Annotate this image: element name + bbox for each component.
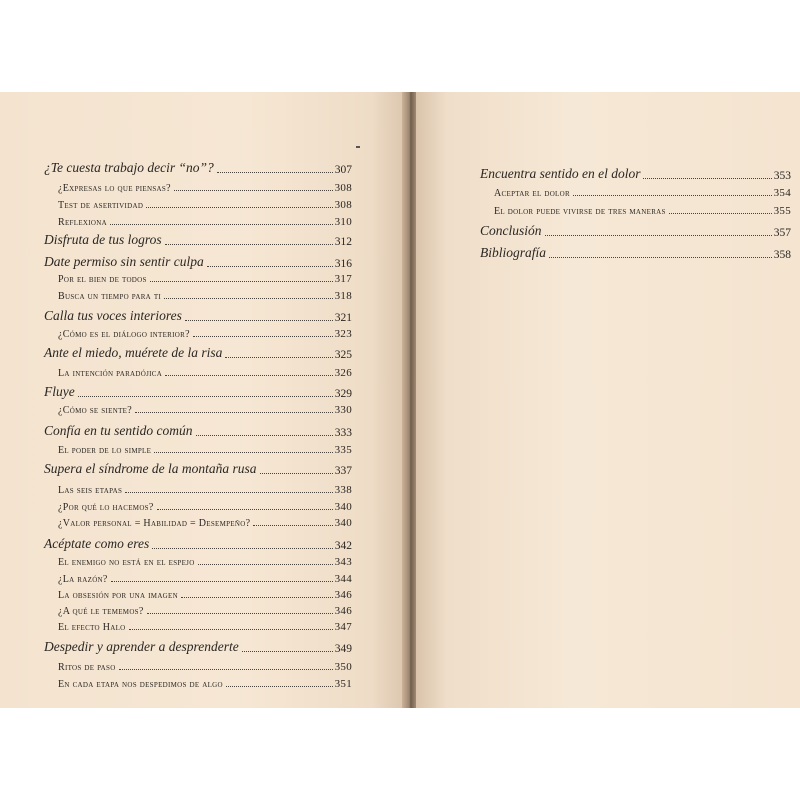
dot-leader (198, 564, 333, 565)
toc-section-entry (58, 401, 352, 416)
dot-leader (174, 190, 333, 191)
toc-chapter-entry (44, 343, 352, 361)
toc-page-number: 317 (334, 273, 352, 285)
toc-entry-title: Despedir y aprender a desprenderte (44, 639, 239, 654)
toc-page-number: 318 (334, 290, 352, 302)
dot-leader (217, 172, 333, 173)
dot-leader (146, 207, 332, 208)
toc-page-number: 337 (334, 465, 352, 477)
toc-entry-title: Reflexiona (58, 217, 107, 228)
dot-leader (129, 629, 333, 630)
toc-section-entry (58, 481, 352, 496)
toc-section-entry (58, 586, 352, 601)
toc-chapter-entry (44, 534, 352, 552)
toc-entry-title: ¿Cómo se siente? (58, 405, 132, 416)
toc-page-number: 342 (334, 540, 352, 552)
dot-leader (573, 195, 772, 196)
toc-entry-title: ¿Te cuesta trabajo decir “no”? (44, 160, 214, 175)
toc-page-number: 312 (334, 236, 352, 248)
toc-entry-title: Test de asertividad (58, 200, 144, 211)
toc-chapter-entry (44, 252, 352, 270)
toc-section-entry (58, 441, 352, 456)
dot-leader (165, 244, 333, 245)
dot-leader (242, 651, 333, 652)
toc-chapter-entry (44, 382, 352, 400)
dot-leader (125, 492, 332, 493)
toc-section-entry (58, 213, 352, 228)
dot-leader (152, 548, 333, 549)
toc-entry-title: El dolor puede vivirse de tres maneras (494, 206, 666, 217)
toc-entry-title: Ritos de paso (58, 662, 116, 673)
toc-entry-title: ¿La razón? (58, 574, 108, 585)
toc-entry-title: Busca un tiempo para ti (58, 291, 162, 302)
toc-entry-title: Conclusión (480, 223, 542, 238)
toc-page-number: 351 (334, 678, 352, 690)
dot-leader (110, 224, 333, 225)
toc-page-number: 326 (334, 367, 352, 379)
toc-chapter-entry (44, 637, 352, 655)
toc-entry-title: El efecto Halo (58, 622, 126, 633)
toc-entry-title: La obsesión por una imagen (58, 590, 178, 601)
toc-entry-title: En cada etapa nos despedimos de algo (58, 679, 223, 690)
toc-page-number: 346 (334, 605, 352, 617)
toc-section-entry (58, 658, 352, 673)
toc-section-entry (58, 553, 352, 568)
dot-leader (185, 320, 333, 321)
dot-leader (157, 509, 333, 510)
toc-section-entry (58, 287, 352, 302)
left-page (0, 92, 404, 708)
toc-entry-title: Fluye (44, 384, 75, 399)
toc-chapter-entry (480, 164, 791, 182)
right-page (416, 92, 800, 708)
toc-entry-title: ¿A qué le tememos? (58, 606, 144, 617)
toc-section-entry (58, 570, 352, 585)
dot-leader (643, 178, 771, 179)
toc-section-entry (58, 196, 352, 211)
dot-leader (226, 686, 333, 687)
toc-entry-title: ¿Cómo es el diálogo interior? (58, 329, 190, 340)
toc-entry-title: Supera el síndrome de la montaña rusa (44, 461, 257, 476)
toc-page-number: 325 (334, 349, 352, 361)
dot-leader (225, 357, 332, 358)
dot-leader (253, 525, 332, 526)
toc-entry-title: Bibliografía (480, 245, 547, 260)
open-book (0, 92, 800, 708)
toc-page-number: 347 (334, 621, 352, 633)
toc-page-number: 330 (334, 404, 352, 416)
dot-leader (181, 597, 333, 598)
dot-leader (549, 257, 772, 258)
toc-entry-title: Las seis etapas (58, 485, 123, 496)
toc-page-number: 353 (773, 170, 791, 182)
toc-chapter-entry (480, 243, 791, 261)
toc-section-entry (58, 514, 352, 529)
toc-chapter-entry (44, 158, 352, 176)
toc-section-entry (58, 618, 352, 633)
toc-page-number: 358 (773, 249, 791, 261)
toc-chapter-entry (44, 421, 352, 439)
toc-section-entry (58, 364, 352, 379)
toc-chapter-entry (480, 221, 791, 239)
toc-entry-title: Encuentra sentido en el dolor (480, 166, 641, 181)
toc-page-number: 323 (334, 328, 352, 340)
toc-section-entry (58, 325, 352, 340)
toc-entry-title: Aceptar el dolor (494, 188, 570, 199)
toc-entry-title: El poder de lo simple (58, 445, 152, 456)
toc-page-number: 335 (334, 444, 352, 456)
dot-leader (196, 435, 333, 436)
toc-page-number: 307 (334, 164, 352, 176)
toc-section-entry (494, 184, 791, 199)
toc-page-number: 340 (334, 501, 352, 513)
dot-leader (164, 298, 333, 299)
toc-page-number: 329 (334, 388, 352, 400)
dot-leader (260, 473, 333, 474)
toc-section-entry (494, 202, 791, 217)
toc-page-number: 346 (334, 589, 352, 601)
toc-page-number: 321 (334, 312, 352, 324)
toc-entry-title: Por el bien de todos (58, 274, 147, 285)
toc-section-entry (58, 602, 352, 617)
toc-page-number: 316 (334, 258, 352, 270)
page-mark (356, 146, 360, 148)
toc-page-number: 344 (334, 573, 352, 585)
dot-leader (165, 375, 333, 376)
toc-entry-title: ¿Valor personal = Habilidad = Desempeño? (58, 518, 251, 529)
toc-page-number: 350 (334, 661, 352, 673)
toc-chapter-entry (44, 230, 352, 248)
toc-page-number: 308 (334, 199, 352, 211)
toc-entry-title: La intención paradójica (58, 368, 163, 379)
toc-entry-title: Ante el miedo, muérete de la risa (44, 345, 223, 360)
toc-page-number: 340 (334, 517, 352, 529)
toc-page-number: 343 (334, 556, 352, 568)
dot-leader (147, 613, 333, 614)
toc-entry-title: Calla tus voces interiores (44, 308, 182, 323)
toc-page-number: 354 (773, 187, 791, 199)
toc-entry-title: ¿Expresas lo que piensas? (58, 183, 171, 194)
toc-page-number: 355 (773, 205, 791, 217)
toc-section-entry (58, 179, 352, 194)
toc-page-number: 338 (334, 484, 352, 496)
dot-leader (193, 336, 333, 337)
dot-leader (150, 281, 333, 282)
dot-leader (207, 266, 333, 267)
toc-page-number: 357 (773, 227, 791, 239)
dot-leader (119, 669, 333, 670)
dot-leader (154, 452, 332, 453)
toc-page-number: 333 (334, 427, 352, 439)
dot-leader (135, 412, 333, 413)
toc-section-entry (58, 270, 352, 285)
toc-entry-title: Date permiso sin sentir culpa (44, 254, 204, 269)
toc-page-number: 349 (334, 643, 352, 655)
toc-section-entry (58, 498, 352, 513)
toc-entry-title: Confía en tu sentido común (44, 423, 193, 438)
toc-entry-title: Disfruta de tus logros (44, 232, 162, 247)
toc-section-entry (58, 675, 352, 690)
dot-leader (78, 396, 333, 397)
dot-leader (111, 581, 333, 582)
toc-entry-title: Acéptate como eres (44, 536, 150, 551)
dot-leader (669, 213, 772, 214)
toc-entry-title: El enemigo no está en el espejo (58, 557, 195, 568)
toc-page-number: 310 (334, 216, 352, 228)
toc-chapter-entry (44, 459, 352, 477)
toc-page-number: 308 (334, 182, 352, 194)
dot-leader (545, 235, 772, 236)
toc-chapter-entry (44, 306, 352, 324)
toc-entry-title: ¿Por qué lo hacemos? (58, 502, 154, 513)
